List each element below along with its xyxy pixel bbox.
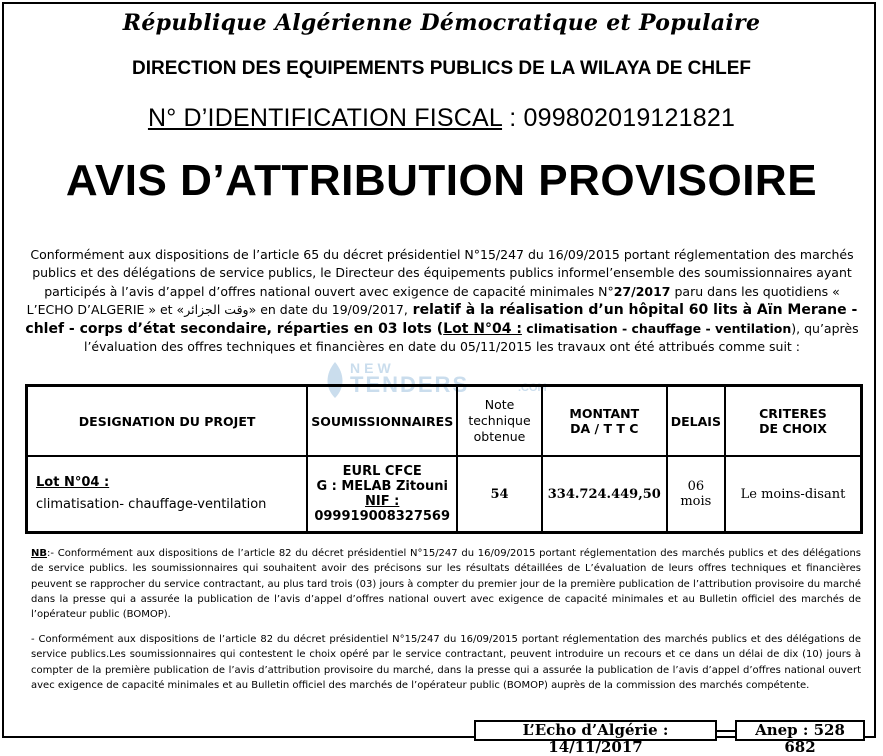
intro-text-5: ), qu’après l’évaluation des offres techniques et financières en date du 05/11/2015 les travaux ont été attribués comme suit : xyxy=(83,320,859,355)
watermark-text-2: TENDERS xyxy=(350,372,470,397)
lot-label: Lot N°04 : xyxy=(36,475,110,490)
intro-paren-open: ( xyxy=(431,320,444,337)
watermark-text-1: NEW xyxy=(350,360,395,376)
intro-text-2: paru dans les quotidiens « L’ECHO D’ALGERIE » et « xyxy=(26,283,840,318)
intro-paragraph xyxy=(22,246,862,356)
manager-name: G : MELAB Zitouni xyxy=(316,479,448,494)
header-delais: DELAIS xyxy=(667,386,725,457)
cell-delay: 06 mois xyxy=(667,456,725,533)
cell-amount: 334.724.449,50 xyxy=(542,456,667,533)
intro-lot-desc: climatisation - chauffage - ventilation xyxy=(521,320,792,336)
watermark-text-3: .COM xyxy=(518,382,547,394)
project-description: relatif à la réalisation d’un hôpital 60 lits à Aïn Merane - chlef - corps d’état secondaire, réparties en 03 lots xyxy=(25,302,858,337)
direction-heading: DIRECTION DES EQUIPEMENTS PUBLICS DE LA WILAYA DE CHLEF xyxy=(132,58,751,79)
header-designation: DESIGNATION DU PROJET xyxy=(27,386,308,457)
header-criteres: CRITERES DE CHOIX xyxy=(725,386,862,457)
header-montant: MONTANT DA / T T C xyxy=(542,386,667,457)
footer-connector xyxy=(717,730,735,732)
cell-designation xyxy=(27,456,308,533)
nb-paragraph xyxy=(31,546,861,622)
newspaper-date-box: L’Echo d’Algérie : 14/11/2017 xyxy=(474,720,717,741)
table-row xyxy=(27,456,862,533)
header-note: Note technique obtenue xyxy=(457,386,542,457)
arabic-newspaper-name: وقت الجزائر xyxy=(184,302,249,318)
cell-score: 54 xyxy=(457,456,542,533)
company-nif-value: 099919008327569 xyxy=(314,509,451,524)
recourse-paragraph: - Conformément aux dispositions de l’article 82 du décret présidentiel N°15/247 du 16/09/2015 portant réglementation des marchés publics et des délégations de service publics.Les soumissionnaires qui contestent le choix opéré par le service contractant, peuvent introduire un recours et ce dans un délai de dix (10) jours à compter de la première publication de l’avis d’attribution provisoire du marché, dans la presse qui a assurée la publication de l’avis d’appel d’offres national ouvert avec exigence de capacité minimales et au Bulletin officiel des marchés de l’opérateur public (BOMOP) auprès de la commission des marchés compétente. xyxy=(31,634,861,691)
anep-number-box: Anep : 528 682 xyxy=(735,720,865,741)
fiscal-id-label: N° D’IDENTIFICATION FISCAL xyxy=(147,104,503,132)
notice-title: AVIS D’ATTRIBUTION PROVISOIRE xyxy=(65,156,818,205)
fiscal-id-value: 099802019121821 xyxy=(523,104,736,132)
award-table xyxy=(25,384,863,534)
cell-soumissionnaire xyxy=(307,456,457,533)
tender-number: 27/2017 xyxy=(613,283,671,299)
intro-text-3: » en date du 19/09/2017, xyxy=(248,302,408,318)
company-name: EURL CFCE xyxy=(342,464,422,479)
nb-text: :- Conformément aux dispositions de l’article 82 du décret présidentiel N°15/247 du 16/09/2015 portant réglementation des marchés publics et des délégations de service publics. les soumissionnaires qui souhaitent avoir des précisons sur les résultats détaillées de L’évaluation de leurs offres techniques et financières peuvent se rapprocher du service contractant, au plus tard trois (03) jours à compter du premier jour de la première publication de l’attribution provisoire du marché dans la presse qui a assurée la publication de l’avis d’appel d’offres national ouvert avec exigence de capacité minimales et au Bulletin officiel des marchés de l’opérateur public (BOMOP). xyxy=(31,548,861,621)
nb-label: NB xyxy=(31,548,47,559)
header-soumissionnaires: SOUMISSIONNAIRES xyxy=(307,386,457,457)
fiscal-id-line xyxy=(0,104,883,133)
republic-heading: République Algérienne Démocratique et Populaire xyxy=(122,10,761,36)
cell-criteria: Le moins-disant xyxy=(725,456,862,533)
company-nif-label: NIF : xyxy=(365,494,400,509)
table-header-row xyxy=(27,386,862,457)
intro-text-1: Conformément aux dispositions de l’article 65 du décret présidentiel N°15/247 du 16/09/2015 portant réglementation des marchés publics et des délégations de service publics, le Directeur des équipements publics informel’ensemble des soumissionnaires ayant participés à l’avis d’appel d’offres national ouvert avec exigence de capacité minimales N° xyxy=(30,247,854,299)
intro-lot-ref: Lot N°04 : xyxy=(443,320,522,337)
lot-description: climatisation- chauffage-ventilation xyxy=(36,497,267,512)
fiscal-id-separator: : xyxy=(502,104,524,132)
